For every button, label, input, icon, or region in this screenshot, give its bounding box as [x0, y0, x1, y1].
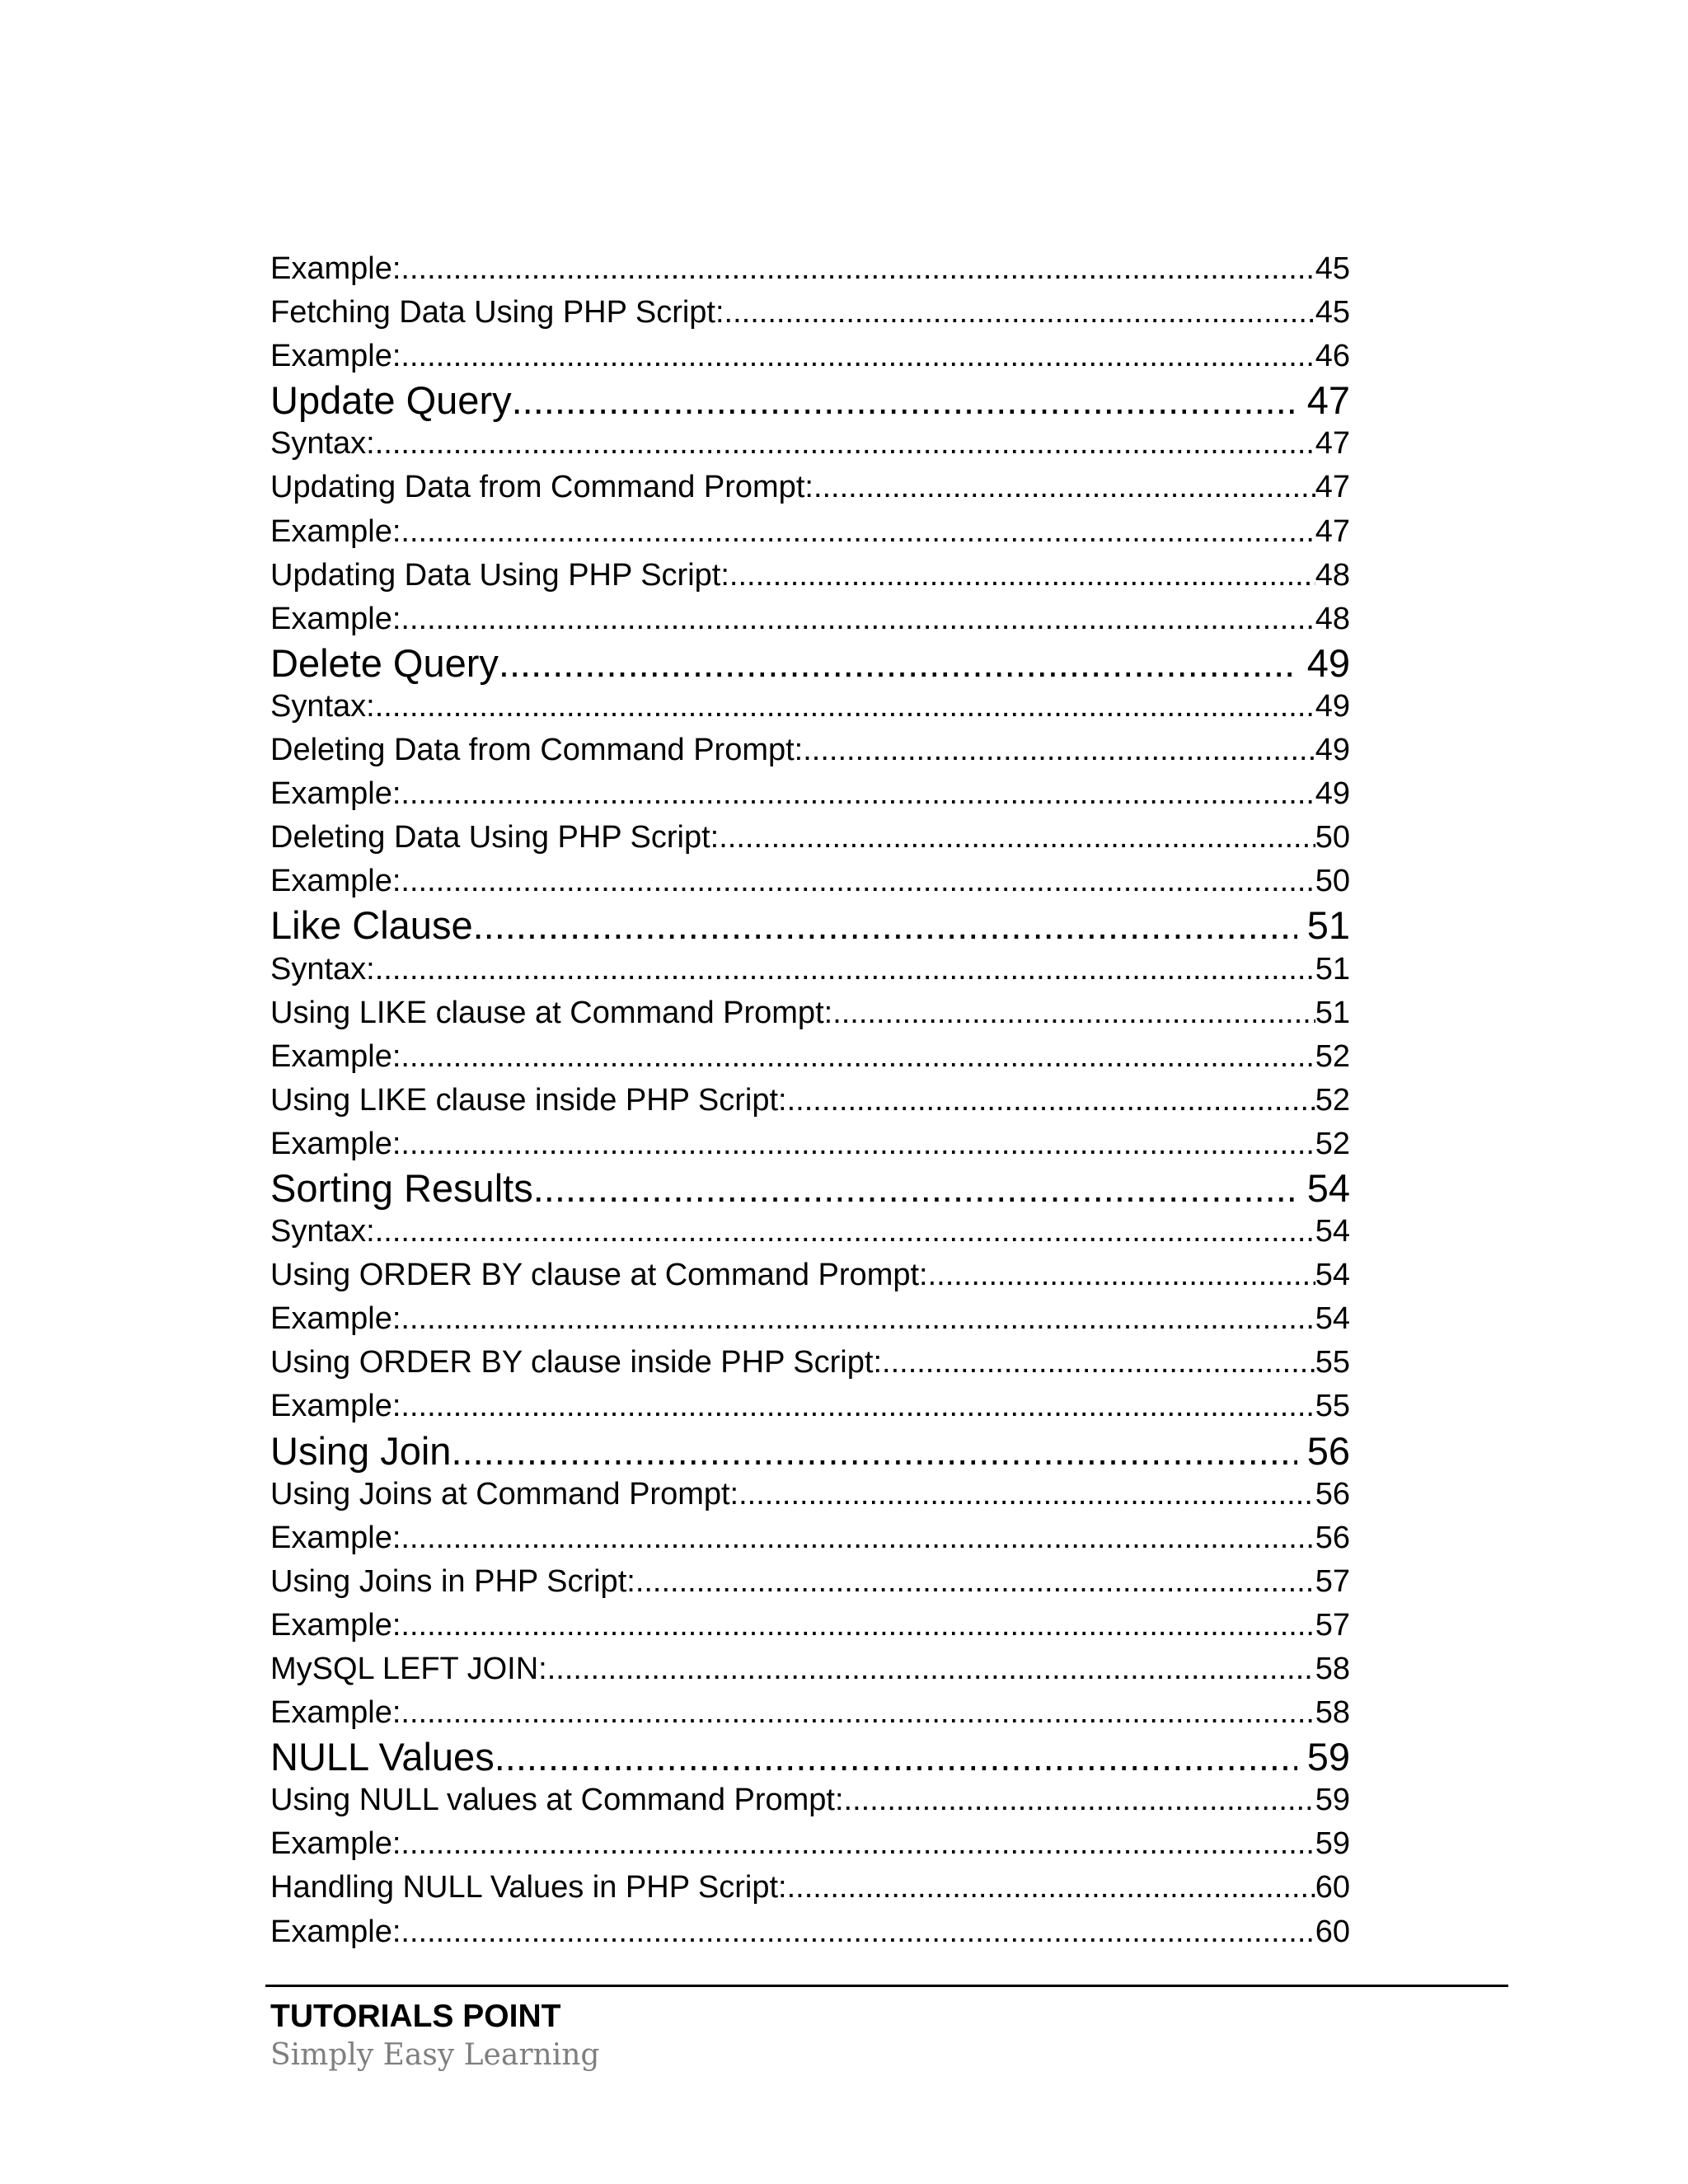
toc-entry[interactable]	[270, 598, 1350, 641]
toc-entry-label: Example:	[270, 513, 401, 549]
toc-dot-leader	[533, 1166, 1297, 1210]
toc-entry-label: Using LIKE clause inside PHP Script:	[270, 1082, 787, 1118]
toc-page-number: 59	[1315, 1783, 1350, 1818]
toc-entry[interactable]	[270, 1297, 1350, 1341]
toc-entry-label: NULL Values	[270, 1735, 495, 1779]
toc-entry[interactable]	[270, 1691, 1350, 1735]
toc-entry-label: Deleting Data Using PHP Script:	[270, 820, 720, 855]
toc-entry-label: Using ORDER BY clause inside PHP Script:	[270, 1345, 883, 1380]
toc-entry-label: Using LIKE clause at Command Prompt:	[270, 995, 833, 1030]
toc-page-number: 52	[1315, 1082, 1350, 1118]
toc-entry[interactable]	[270, 685, 1350, 729]
toc-dot-leader	[375, 1210, 1315, 1254]
toc-entry[interactable]	[270, 1079, 1350, 1122]
toc-entry[interactable]	[270, 1910, 1350, 1954]
toc-dot-leader	[375, 422, 1315, 466]
toc-entry-label: Syntax:	[270, 688, 375, 724]
toc-dot-leader	[401, 1910, 1315, 1954]
toc-dot-leader	[401, 335, 1315, 378]
toc-entry[interactable]	[270, 466, 1350, 509]
toc-page-number: 51	[1306, 903, 1350, 948]
toc-dot-leader	[451, 1429, 1296, 1473]
toc-entry-label: Handling NULL Values in PHP Script:	[270, 1870, 787, 1905]
toc-dot-leader	[401, 1035, 1315, 1079]
toc-page-number: 57	[1315, 1607, 1350, 1643]
toc-page-number: 56	[1315, 1520, 1350, 1555]
toc-entry[interactable]	[270, 1647, 1350, 1691]
toc-page-number: 52	[1315, 1038, 1350, 1074]
toc-dot-leader	[401, 1604, 1315, 1647]
toc-entry-label: Example:	[270, 864, 401, 899]
toc-page-number: 47	[1315, 470, 1350, 505]
toc-entry-label: Example:	[270, 1301, 401, 1337]
toc-dot-leader	[803, 729, 1315, 772]
toc-heading-entry[interactable]	[270, 1429, 1350, 1473]
toc-dot-leader	[499, 641, 1297, 685]
toc-entry-label: Updating Data Using PHP Script:	[270, 557, 729, 593]
toc-dot-leader	[719, 816, 1315, 860]
toc-entry-label: Syntax:	[270, 1214, 375, 1249]
toc-page-number: 47	[1315, 513, 1350, 549]
toc-page-number: 58	[1315, 1652, 1350, 1686]
toc-dot-leader	[401, 1691, 1315, 1735]
footer-tagline: Simply Easy Learning	[270, 2038, 600, 2072]
toc-dot-leader	[401, 860, 1315, 903]
toc-entry-label: Updating Data from Command Prompt:	[270, 470, 814, 505]
toc-dot-leader	[832, 991, 1315, 1035]
toc-page-number: 59	[1306, 1735, 1350, 1779]
toc-dot-leader	[512, 378, 1297, 422]
toc-heading-entry[interactable]	[270, 641, 1350, 685]
toc-entry-label: Example:	[270, 1607, 401, 1643]
toc-dot-leader	[495, 1735, 1297, 1779]
toc-entry[interactable]	[270, 422, 1350, 466]
toc-entry[interactable]	[270, 729, 1350, 772]
toc-page-number: 56	[1315, 1476, 1350, 1511]
toc-dot-leader	[738, 1473, 1315, 1516]
toc-page-number: 54	[1315, 1301, 1350, 1337]
toc-entry-label: Example:	[270, 1520, 401, 1555]
toc-entry[interactable]	[270, 1560, 1350, 1604]
toc-entry-label: Example:	[270, 776, 401, 812]
toc-entry[interactable]	[270, 1604, 1350, 1647]
toc-entry[interactable]	[270, 1516, 1350, 1560]
toc-entry[interactable]	[270, 335, 1350, 378]
table-of-contents	[270, 247, 1350, 1954]
toc-dot-leader	[844, 1779, 1315, 1822]
toc-dot-leader	[401, 772, 1315, 816]
toc-entry-label: Example:	[270, 1914, 401, 1949]
toc-dot-leader	[787, 1079, 1315, 1122]
toc-page-number: 45	[1315, 251, 1350, 286]
toc-page-number: 49	[1315, 776, 1350, 812]
toc-page-number: 56	[1306, 1428, 1350, 1473]
toc-entry-label: MySQL LEFT JOIN:	[270, 1652, 547, 1686]
toc-page-number: 48	[1315, 601, 1350, 636]
toc-entry[interactable]	[270, 1385, 1350, 1428]
toc-dot-leader	[928, 1254, 1315, 1297]
toc-page-number: 54	[1306, 1165, 1350, 1210]
toc-entry-label: Using ORDER BY clause at Command Prompt:	[270, 1258, 928, 1293]
toc-dot-leader	[473, 903, 1297, 947]
toc-page-number: 55	[1315, 1389, 1350, 1424]
toc-entry-label: Sorting Results	[270, 1165, 533, 1210]
toc-entry-label: Using Join	[270, 1428, 452, 1473]
toc-page-number: 55	[1315, 1345, 1350, 1380]
toc-page-number: 49	[1315, 733, 1350, 768]
toc-heading-entry[interactable]	[270, 378, 1350, 422]
toc-entry-label: Using NULL values at Command Prompt:	[270, 1783, 844, 1818]
toc-entry[interactable]	[270, 991, 1350, 1035]
toc-entry[interactable]	[270, 1779, 1350, 1822]
toc-entry[interactable]	[270, 816, 1350, 860]
toc-page-number: 54	[1315, 1214, 1350, 1249]
toc-entry[interactable]	[270, 1035, 1350, 1079]
toc-page-number: 54	[1315, 1258, 1350, 1293]
toc-dot-leader	[375, 948, 1315, 991]
toc-dot-leader	[882, 1341, 1315, 1385]
toc-entry[interactable]	[270, 772, 1350, 816]
toc-entry[interactable]	[270, 948, 1350, 991]
toc-dot-leader	[635, 1560, 1315, 1604]
toc-entry-label: Fetching Data Using PHP Script:	[270, 295, 724, 330]
toc-entry[interactable]	[270, 1341, 1350, 1385]
toc-page-number: 49	[1315, 688, 1350, 724]
toc-page-number: 57	[1315, 1563, 1350, 1599]
toc-entry[interactable]	[270, 247, 1350, 291]
toc-page-number: 45	[1315, 295, 1350, 330]
toc-entry[interactable]	[270, 860, 1350, 903]
toc-entry-label: Syntax:	[270, 951, 375, 987]
toc-dot-leader	[547, 1647, 1315, 1691]
toc-entry[interactable]	[270, 1122, 1350, 1166]
toc-entry[interactable]	[270, 1254, 1350, 1297]
toc-page-number: 60	[1315, 1914, 1350, 1949]
toc-entry-label: Example:	[270, 251, 401, 286]
toc-entry-label: Example:	[270, 1038, 401, 1074]
toc-dot-leader	[375, 685, 1315, 729]
toc-entry-label: Deleting Data from Command Prompt:	[270, 733, 804, 768]
toc-page-number: 47	[1306, 378, 1350, 423]
toc-heading-entry[interactable]	[270, 903, 1350, 947]
toc-entry-label: Syntax:	[270, 426, 375, 462]
toc-dot-leader	[787, 1866, 1315, 1910]
footer-divider	[265, 1985, 1508, 1987]
toc-entry[interactable]	[270, 1473, 1350, 1516]
toc-entry[interactable]	[270, 1866, 1350, 1910]
toc-entry-label: Using Joins in PHP Script:	[270, 1563, 635, 1599]
toc-heading-entry[interactable]	[270, 1735, 1350, 1779]
toc-entry-label: Like Clause	[270, 903, 473, 948]
toc-entry-label: Update Query	[270, 378, 512, 423]
toc-dot-leader	[401, 510, 1315, 554]
toc-dot-leader	[401, 247, 1315, 291]
toc-page-number: 60	[1315, 1870, 1350, 1905]
toc-page-number: 49	[1306, 640, 1350, 685]
toc-page-number: 48	[1315, 557, 1350, 593]
toc-heading-entry[interactable]	[270, 1166, 1350, 1210]
toc-page-number: 50	[1315, 864, 1350, 899]
toc-dot-leader	[724, 291, 1315, 335]
toc-entry-label: Example:	[270, 1826, 401, 1862]
footer-brand: TUTORIALS POINT	[270, 1999, 561, 2034]
toc-dot-leader	[401, 1297, 1315, 1341]
toc-dot-leader	[401, 1822, 1315, 1866]
toc-page-number: 51	[1315, 951, 1350, 987]
toc-page-number: 50	[1315, 820, 1350, 855]
toc-entry-label: Example:	[270, 339, 401, 374]
toc-entry[interactable]	[270, 291, 1350, 335]
toc-entry-label: Example:	[270, 1389, 401, 1424]
toc-dot-leader	[401, 598, 1315, 641]
toc-page-number: 51	[1315, 995, 1350, 1030]
toc-page-number: 46	[1315, 339, 1350, 374]
toc-dot-leader	[401, 1385, 1315, 1428]
toc-entry-label: Delete Query	[270, 640, 499, 685]
toc-entry-label: Example:	[270, 1126, 401, 1161]
toc-page-number: 59	[1315, 1826, 1350, 1862]
toc-entry[interactable]	[270, 554, 1350, 598]
toc-dot-leader	[401, 1122, 1315, 1166]
toc-page-number: 58	[1315, 1695, 1350, 1731]
toc-page-number: 52	[1315, 1126, 1350, 1161]
toc-entry[interactable]	[270, 510, 1350, 554]
toc-entry-label: Example:	[270, 601, 401, 636]
toc-entry[interactable]	[270, 1210, 1350, 1254]
toc-page-number: 47	[1315, 426, 1350, 462]
toc-dot-leader	[401, 1516, 1315, 1560]
toc-entry[interactable]	[270, 1822, 1350, 1866]
toc-entry-label: Example:	[270, 1695, 401, 1731]
toc-dot-leader	[729, 554, 1315, 598]
toc-entry-label: Using Joins at Command Prompt:	[270, 1476, 739, 1511]
toc-dot-leader	[814, 466, 1315, 509]
